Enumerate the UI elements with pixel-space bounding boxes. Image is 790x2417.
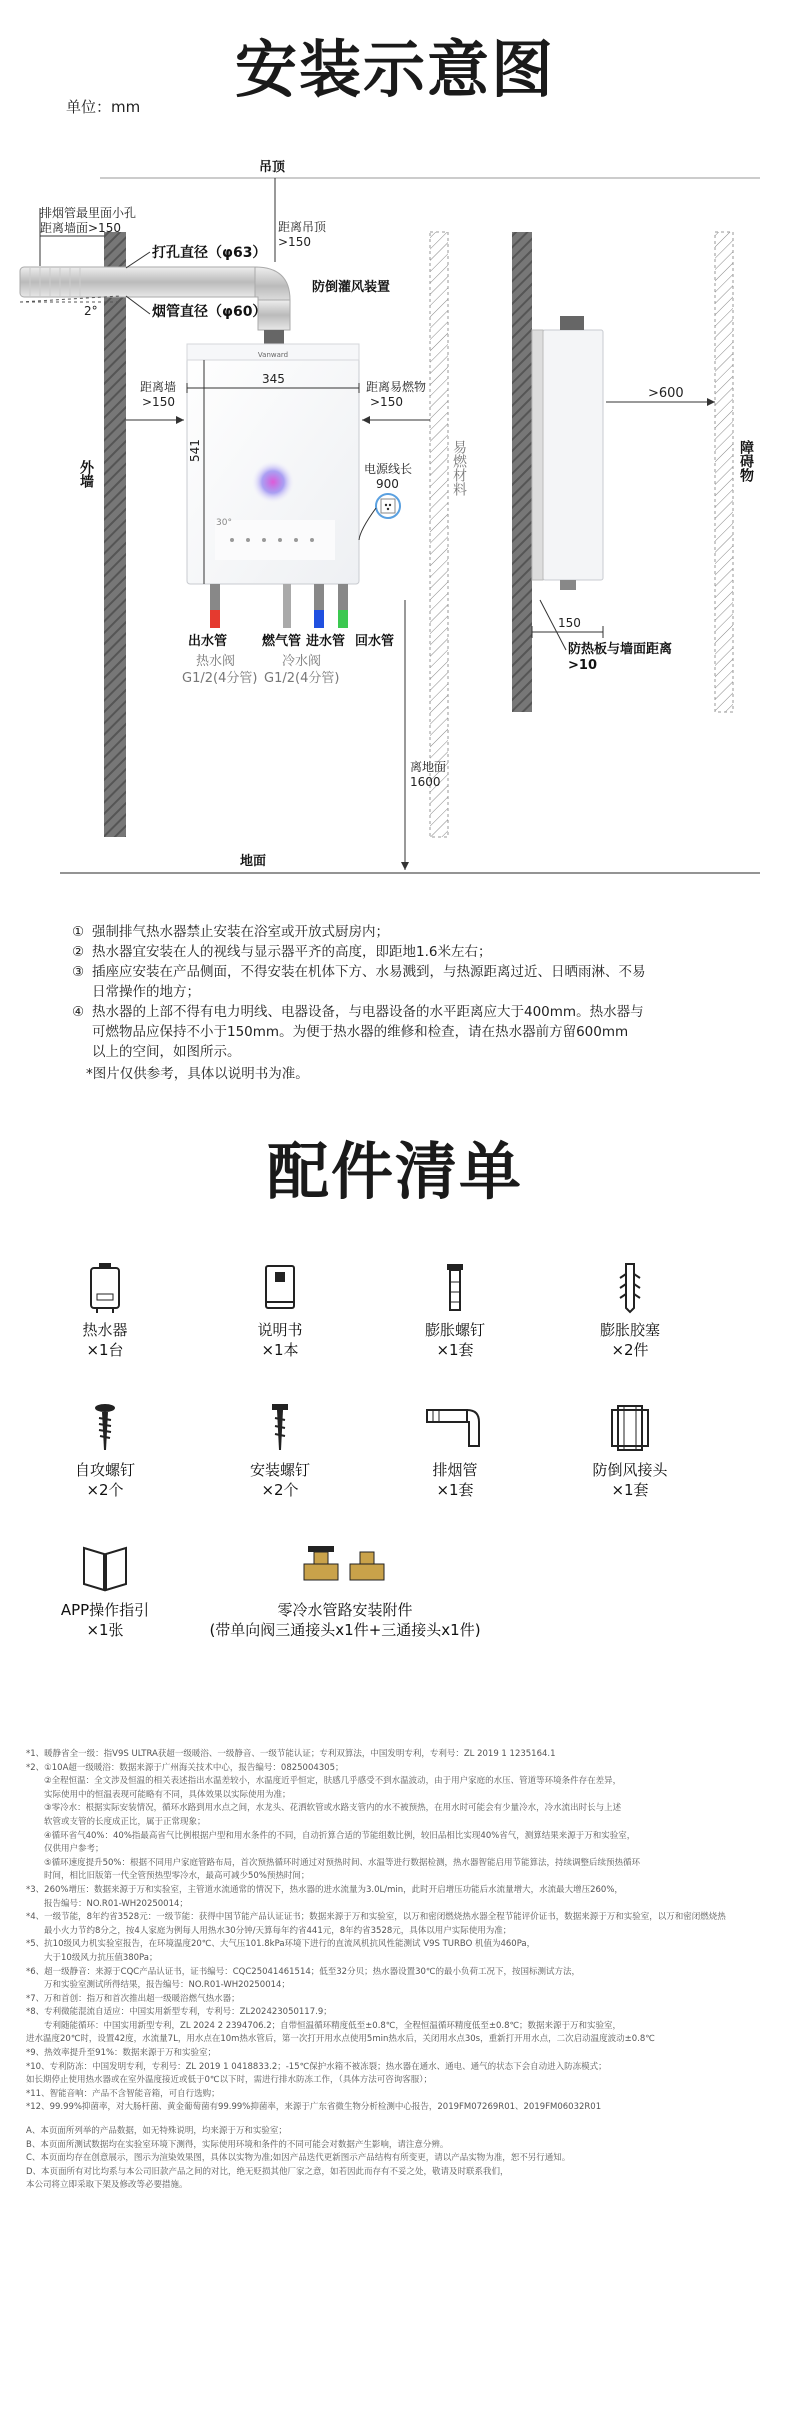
side-gap-label: >600 (648, 386, 684, 401)
note-item: 日常操作的地方； (92, 984, 200, 1000)
hot-valve-label-a: 热水阀 (196, 654, 236, 669)
depth-label: 150 (558, 616, 581, 630)
note-reference: *图片仅供参考，具体以说明书为准。 (86, 1066, 309, 1082)
footnote-line: 专利随能循环：中国实用新型专利，ZL 2024 2 2394706.2；自带恒温循环精度低至±0.8℃，全程恒温循环精度低至±0.8℃；数据来源于万和实验室， (44, 2020, 622, 2031)
pipe-dia-label: 烟管直径（φ60） (152, 304, 267, 320)
footnote-line: 最小火力节约8分之，按4人家庭为例每人用热水30分钟/天算每年约省441元，8年约省3528元，具体以用户实际使用为准； (44, 1925, 512, 1936)
cold-valve-label-a: 冷水阀 (282, 654, 322, 669)
water-heater-side (543, 330, 603, 580)
footnote-line: 万和实验室测试所得结果，报告编号：NO.R01-WH20250014； (44, 1980, 290, 1991)
footnote-line: 时间，相比旧版第一代全管预热型零冷水，最高可减少50%预热时间； (44, 1871, 310, 1882)
flam-dist-label-a: 距离易燃物 (366, 380, 427, 394)
note-item: 可燃物品应保持不小于150mm。为便于热水器的维修和检查，请在热水器前方留600mm (92, 1024, 629, 1040)
wall-dist-label-a: 距离墙 (140, 380, 177, 394)
footnote-line: *9、热效率提升至91%：数据来源于万和实验室； (26, 2048, 217, 2059)
footnote-line: *2、①10A超一级暖浴：数据来源于广州海关技术中心，报告编号：0825004305； (26, 1762, 344, 1773)
height-label: 541 (188, 439, 202, 462)
exhaust-pipe-icon (425, 1402, 485, 1454)
footnote-line: *6、超一级静音：来源于CQC产品认证书，证书编号：CQC25041461514；低至32分贝；热水器设置30℃的最小负荷工况下，按国标测试方法， (26, 1966, 580, 1977)
outer-wall-label: 外墙 (78, 460, 94, 488)
footnote-line: 实际使用中的恒温表现可能略有不同，具体效果以实际使用为准； (44, 1789, 291, 1800)
board-label-a: 防热板与墙面距离 (568, 642, 673, 657)
accessory-item: 说明书 ×1本 (215, 1262, 345, 1360)
ceiling-label: 吊顶 (259, 160, 286, 175)
svg-text:Vanward: Vanward (257, 351, 289, 359)
footnote-line: *11、智能音响：产品不含智能音箱，可自行选购； (26, 2088, 220, 2099)
footnote-line: ②全程恒温：全文涉及恒温的相关表述指出水温差较小，水温度近乎恒定，肤感几乎感受不到水温波动，由于用户家庭的水压、管道等环境条件存在差异， (44, 1776, 622, 1787)
footnote-line: 软管或支管的长度成正比，属于正常现象； (44, 1816, 206, 1827)
tee-valve-icon (300, 1542, 390, 1594)
footnote-line: 仅供用户参考； (44, 1844, 104, 1855)
footnote-line: *3、260%增压：数据来源于万和实验室，主管道水流通常的情况下，热水器的进水流量为3.0L/min，此时开启增压功能后水流量增大，水流最大增压260%， (26, 1884, 623, 1895)
ceiling-dist-label-b: >150 (278, 235, 311, 249)
note-item: ③ 插座应安装在产品侧面，不得安装在机体下方、水易溅到，与热源距离过近、日晒雨淋、不易 (72, 964, 646, 980)
installation-diagram (0, 0, 790, 900)
footnote-line: *1、暖静省全一级：指V9S ULTRA获超一级暖浴、一级静音、一级节能认证；专利双算法，中国发明专利，专利号：ZL 2019 1 1235164.1 (26, 1749, 556, 1759)
cable-label-b: 900 (376, 477, 399, 491)
side-wall (512, 232, 532, 712)
outlet-label: 出水管 (188, 634, 228, 649)
flam-dist-label-b: >150 (370, 395, 403, 409)
footnote-line: 本公司将立即采取下架及修改等必要措施。 (26, 2180, 188, 2191)
footnote-line: 进水温度20℃时，设置42度，水流量7L，用水点在10m热水管后，第一次打开用水点使用5min热水后，关闭用水点30s，重新打开用水点，二次启动温度波动±0.8℃ (26, 2034, 655, 2045)
ceiling-dist-label-a: 距离吊顶 (278, 220, 327, 234)
cable-label-a: 电源线长 (364, 462, 413, 476)
manual-book-icon (260, 1262, 300, 1314)
flammable-wall (430, 232, 448, 837)
note-item: ① 强制排气热水器禁止安装在浴室或开放式厨房内； (72, 924, 389, 940)
self-tapping-screw-icon (85, 1402, 125, 1454)
accessory-item: 安装螺钉 ×2个 (215, 1402, 345, 1500)
footnote-line: *8、专利微能混流自适应：中国实用新型专利，专利号：ZL202423050117.9； (26, 2007, 332, 2018)
footnote-line (26, 2115, 766, 2125)
outer-wall (104, 232, 126, 837)
footnote-line: *12、99.99%抑菌率，对大肠杆菌、黄金葡萄菌有99.99%抑菌率，来源于广东省微生物分析检测中心报告，2019FM07269R01、2019FM06032R01 (26, 2102, 602, 2113)
return-label: 回水管 (355, 634, 395, 649)
exhaust-dist-label-b: 距离墙面>150 (40, 221, 121, 235)
footnote-line: 如长期停止使用热水器或在室外温度接近或低于0℃以下时，需进行排水防冻工作，（具体方法可咨询客服）； (26, 2075, 432, 2086)
note-item: 以上的空间，如图所示。 (92, 1044, 241, 1060)
unit-label: 单位：mm (66, 98, 141, 116)
display-label: 30° (216, 518, 232, 528)
accessory-item: 防倒风接头 ×1套 (565, 1402, 695, 1500)
board-label-b: >10 (568, 658, 597, 673)
accessory-item: 热水器 ×1台 (40, 1262, 170, 1360)
accessory-item: 膨胀螺钉 ×1套 (390, 1262, 520, 1360)
footnote-line: 大于10级风力抗压值380Pa； (44, 1952, 158, 1963)
note-item: ④ 热水器的上部不得有电力明线、电器设备，与电器设备的水平距离应大于400mm。热水器与 (72, 1004, 644, 1020)
footnote-line: *10、专利防冻：中国发明专利，专利号：ZL 2019 1 0418833.2；-15℃保护水箱不被冻裂；热水器在通水、通电、通气的状态下会自动进入防冻模式； (26, 2061, 607, 2072)
accessories-title: 配件清单 (266, 1135, 523, 1208)
inlet-label: 进水管 (306, 634, 346, 649)
footnote-line: 报告编号：NO.R01-WH20250014； (44, 1898, 188, 1909)
ground-dist-label-b: 1600 (410, 775, 441, 789)
accessory-item-zero-cold: 零冷水管路安装附件 (带单向阀三通接头x1件+三通接头x1件) (180, 1542, 510, 1640)
footnote-line: D、本页面所有对比均系与本公司旧款产品之间的对比，绝无贬损其他厂家之意，如若因此而存有不妥之处，敬请及时联系我们， (26, 2166, 509, 2177)
accessory-item: 排烟管 ×1套 (390, 1402, 520, 1500)
flammable-label: 易燃材料 (451, 440, 467, 496)
water-heater-icon (85, 1262, 125, 1314)
install-notes (72, 922, 732, 1084)
anti-wind-label: 防倒灌风装置 (312, 280, 391, 295)
note-item: ② 热水器宜安装在人的视线与显示器平齐的高度，即距地1.6米左右； (72, 944, 492, 960)
ground-dist-label-a: 离地面 (410, 760, 447, 774)
hot-valve-label-b: G1/2(4分管) (182, 671, 258, 686)
exhaust-pipe (20, 267, 260, 297)
rubber-plug-icon (610, 1262, 650, 1314)
obstacle-wall (715, 232, 733, 712)
accessory-item: APP操作指引 ×1张 (40, 1542, 170, 1640)
app-guide-icon (80, 1542, 130, 1594)
backdraft-connector-icon (608, 1402, 652, 1454)
slope-label: 2° (84, 304, 98, 318)
footnote-line: C、本页面均存在创意展示，图示为渲染效果图，具体以实物为准;如因产品迭代更新图示产品结构有所变更，请以产品实物为准，恕不另行通知。 (26, 2153, 571, 2164)
gas-label: 燃气管 (262, 634, 302, 649)
mounting-screw-icon (260, 1402, 300, 1454)
install-title: 安装示意图 (234, 33, 555, 106)
accessory-item: 自攻螺钉 ×2个 (40, 1402, 170, 1500)
cold-valve-label-b: G1/2(4分管) (264, 671, 340, 686)
hole-dia-label: 打孔直径（φ63） (152, 245, 267, 261)
wall-dist-label-b: >150 (142, 395, 175, 409)
footnote-line: ③零冷水：根据实际安装情况，循环水路到用水点之间，水龙头、花洒软管或水路支管内的水不被预热，在用水时可能会有少量冷水，冷水流出时长与上述 (44, 1803, 622, 1814)
expansion-screw-icon (435, 1262, 475, 1314)
exhaust-dist-label-a: 排烟管最里面小孔 (40, 206, 137, 220)
ground-label: 地面 (240, 854, 267, 869)
footnote-line: *7、万和首创：指万和首次推出超一级暖浴燃气热水器； (26, 1993, 240, 2004)
footnote-line: *4、一级节能，8年约省3528元：一级节能：获得中国节能产品认证证书；数据来源于万和实验室，以万和密闭燃烧热水器全程节能评价证书，数据来源于万和实验室，以万和密闭燃烧热 (26, 1912, 726, 1923)
footnotes (26, 1748, 766, 2193)
footnote-line: *5、抗10级风力机实验室报告，在环境温度20℃、大气压101.8kPa环境下进行的直流风机抗风性能测试 V9S TURBO 机值为460Pa， (26, 1939, 536, 1950)
footnote-line: ⑤循环速度提升50%：根据不同用户家庭管路布局，首次预热循环时通过对预热时间、水温等进行数据检测，热水器智能启用节能算法，持续调整后续预热循环 (44, 1857, 641, 1868)
footnote-line: ④循环省气40%：40%指最高省气比例根据户型和用水条件的不同，自动折算合适的节能组数比例，较旧品相比实现40%省气，测算结果来源于万和实验室， (44, 1830, 636, 1841)
footnote-line: A、本页面所列举的产品数据，如无特殊说明，均来源于万和实验室； (26, 2126, 287, 2137)
obstacle-label: 障碍物 (738, 440, 754, 482)
footnote-line: B、本页面所测试数据均在实验室环境下测得，实际使用环境和条件的不同可能会对数据产生影响，请注意分辨。 (26, 2139, 449, 2150)
accessory-item: 膨胀胶塞 ×2件 (565, 1262, 695, 1360)
width-label: 345 (262, 372, 285, 386)
